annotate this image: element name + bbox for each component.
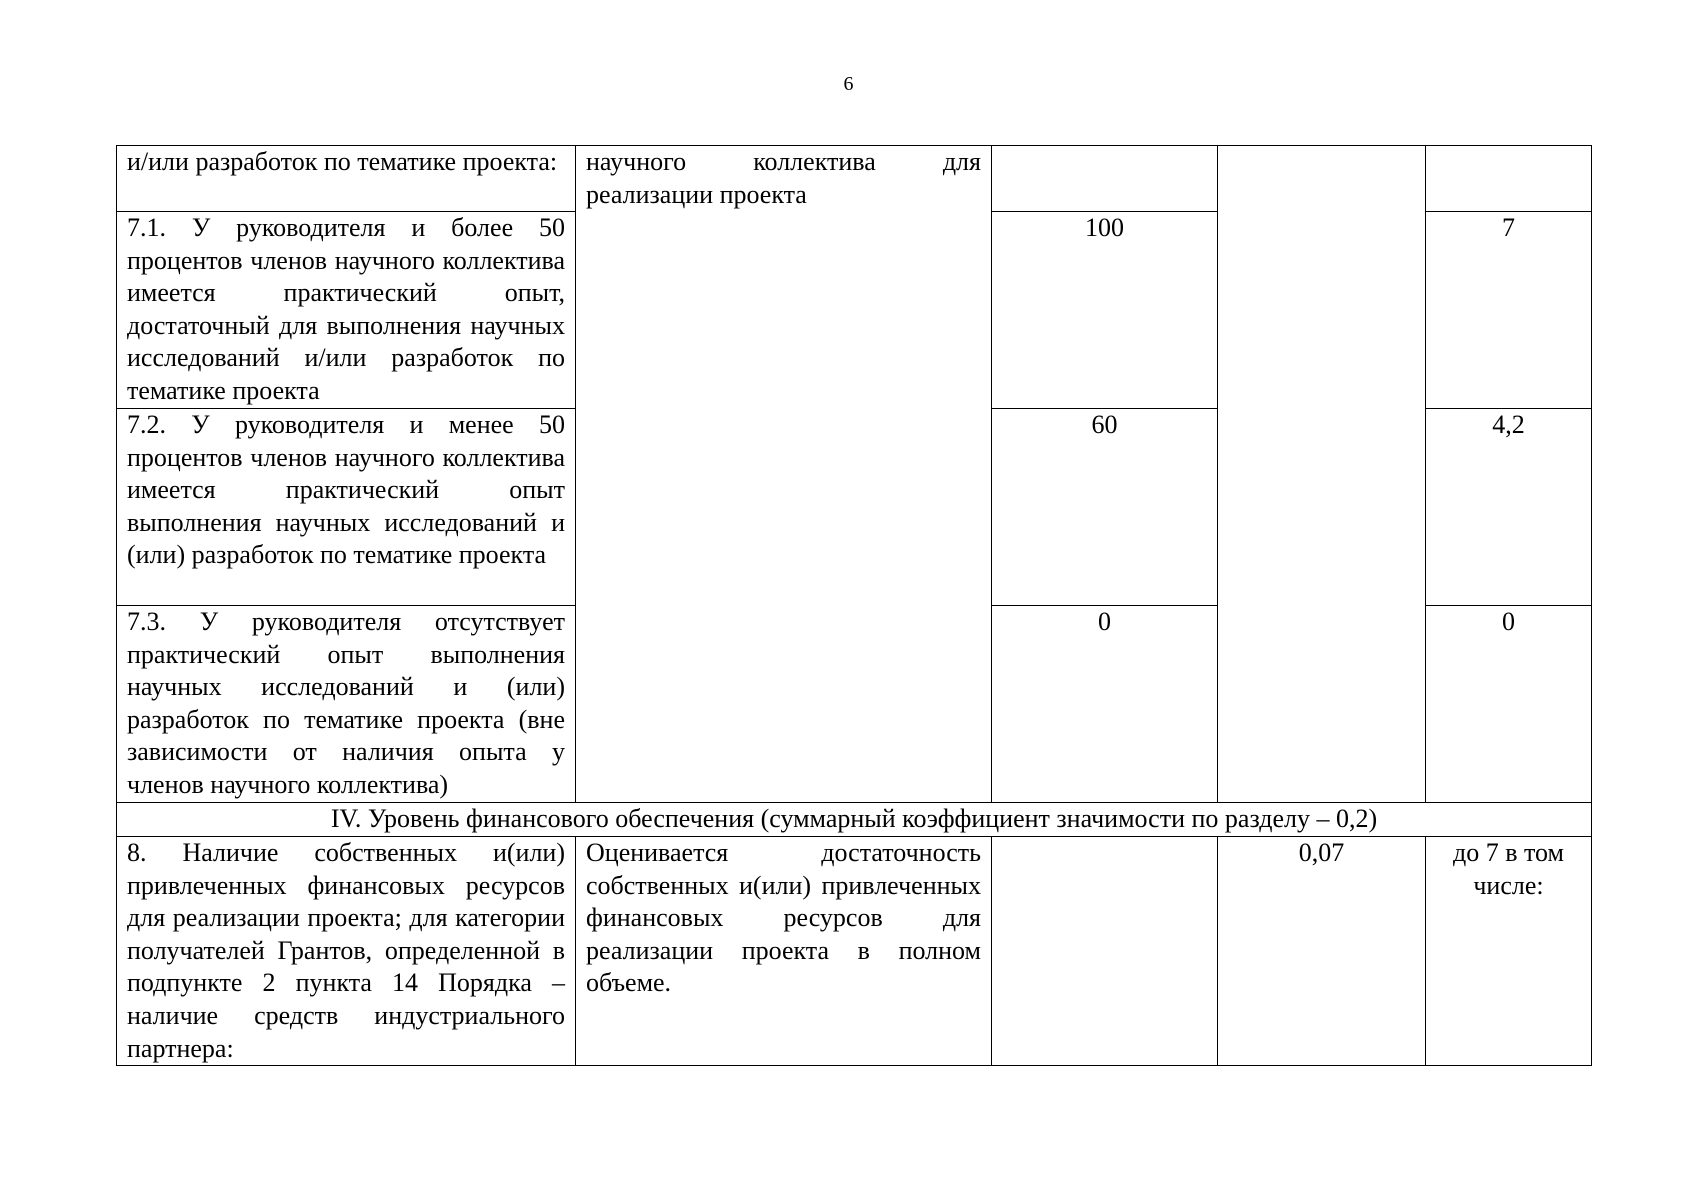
criterion-cell: 8. Наличие собственных и(или) привлеченных финансовых ресурсов для реализации проекта; для категории получателей Грантов, определенной в подпункте 2 пункта 14 Порядка – наличие средств индустриального партнера:: [117, 837, 576, 1066]
max-score-cell: 4,2: [1426, 409, 1592, 606]
table-row: [117, 146, 1592, 212]
criteria-table: [116, 145, 1592, 1066]
description-cell: научного коллектива для реализации проекта: [576, 146, 992, 803]
max-score-cell: до 7 в том числе:: [1426, 837, 1592, 1066]
points-cell: 0: [992, 606, 1218, 803]
criterion-cell: 7.1. У руководителя и более 50 процентов членов научного коллектива имеется практический опыт, достаточный для выполнения научных исследований и/или разработок по тематике проекта: [117, 212, 576, 409]
section-row: [117, 803, 1592, 837]
max-score-cell: 7: [1426, 212, 1592, 409]
criterion-cell: и/или разработок по тематике проекта:: [117, 146, 576, 212]
points-cell: 100: [992, 212, 1218, 409]
table-row: [117, 837, 1592, 1066]
max-score-cell: [1426, 146, 1592, 212]
points-cell: 60: [992, 409, 1218, 606]
coefficient-cell: [1218, 146, 1426, 803]
coefficient-cell: 0,07: [1218, 837, 1426, 1066]
section-title: IV. Уровень финансового обеспечения (суммарный коэффициент значимости по разделу – 0,2): [117, 803, 1592, 837]
points-cell: [992, 837, 1218, 1066]
criterion-cell: 7.2. У руководителя и менее 50 процентов членов научного коллектива имеется практический опыт выполнения научных исследований и (или) разработок по тематике проекта: [117, 409, 576, 606]
description-cell: Оценивается достаточность собственных и(или) привлеченных финансовых ресурсов для реализации проекта в полном объеме.: [576, 837, 992, 1066]
page-number: 6: [843, 73, 854, 95]
points-cell: [992, 146, 1218, 212]
criterion-cell: 7.3. У руководителя отсутствует практический опыт выполнения научных исследований и (или) разработок по тематике проекта (вне зависимости от наличия опыта у членов научного коллектива): [117, 606, 576, 803]
max-score-cell: 0: [1426, 606, 1592, 803]
